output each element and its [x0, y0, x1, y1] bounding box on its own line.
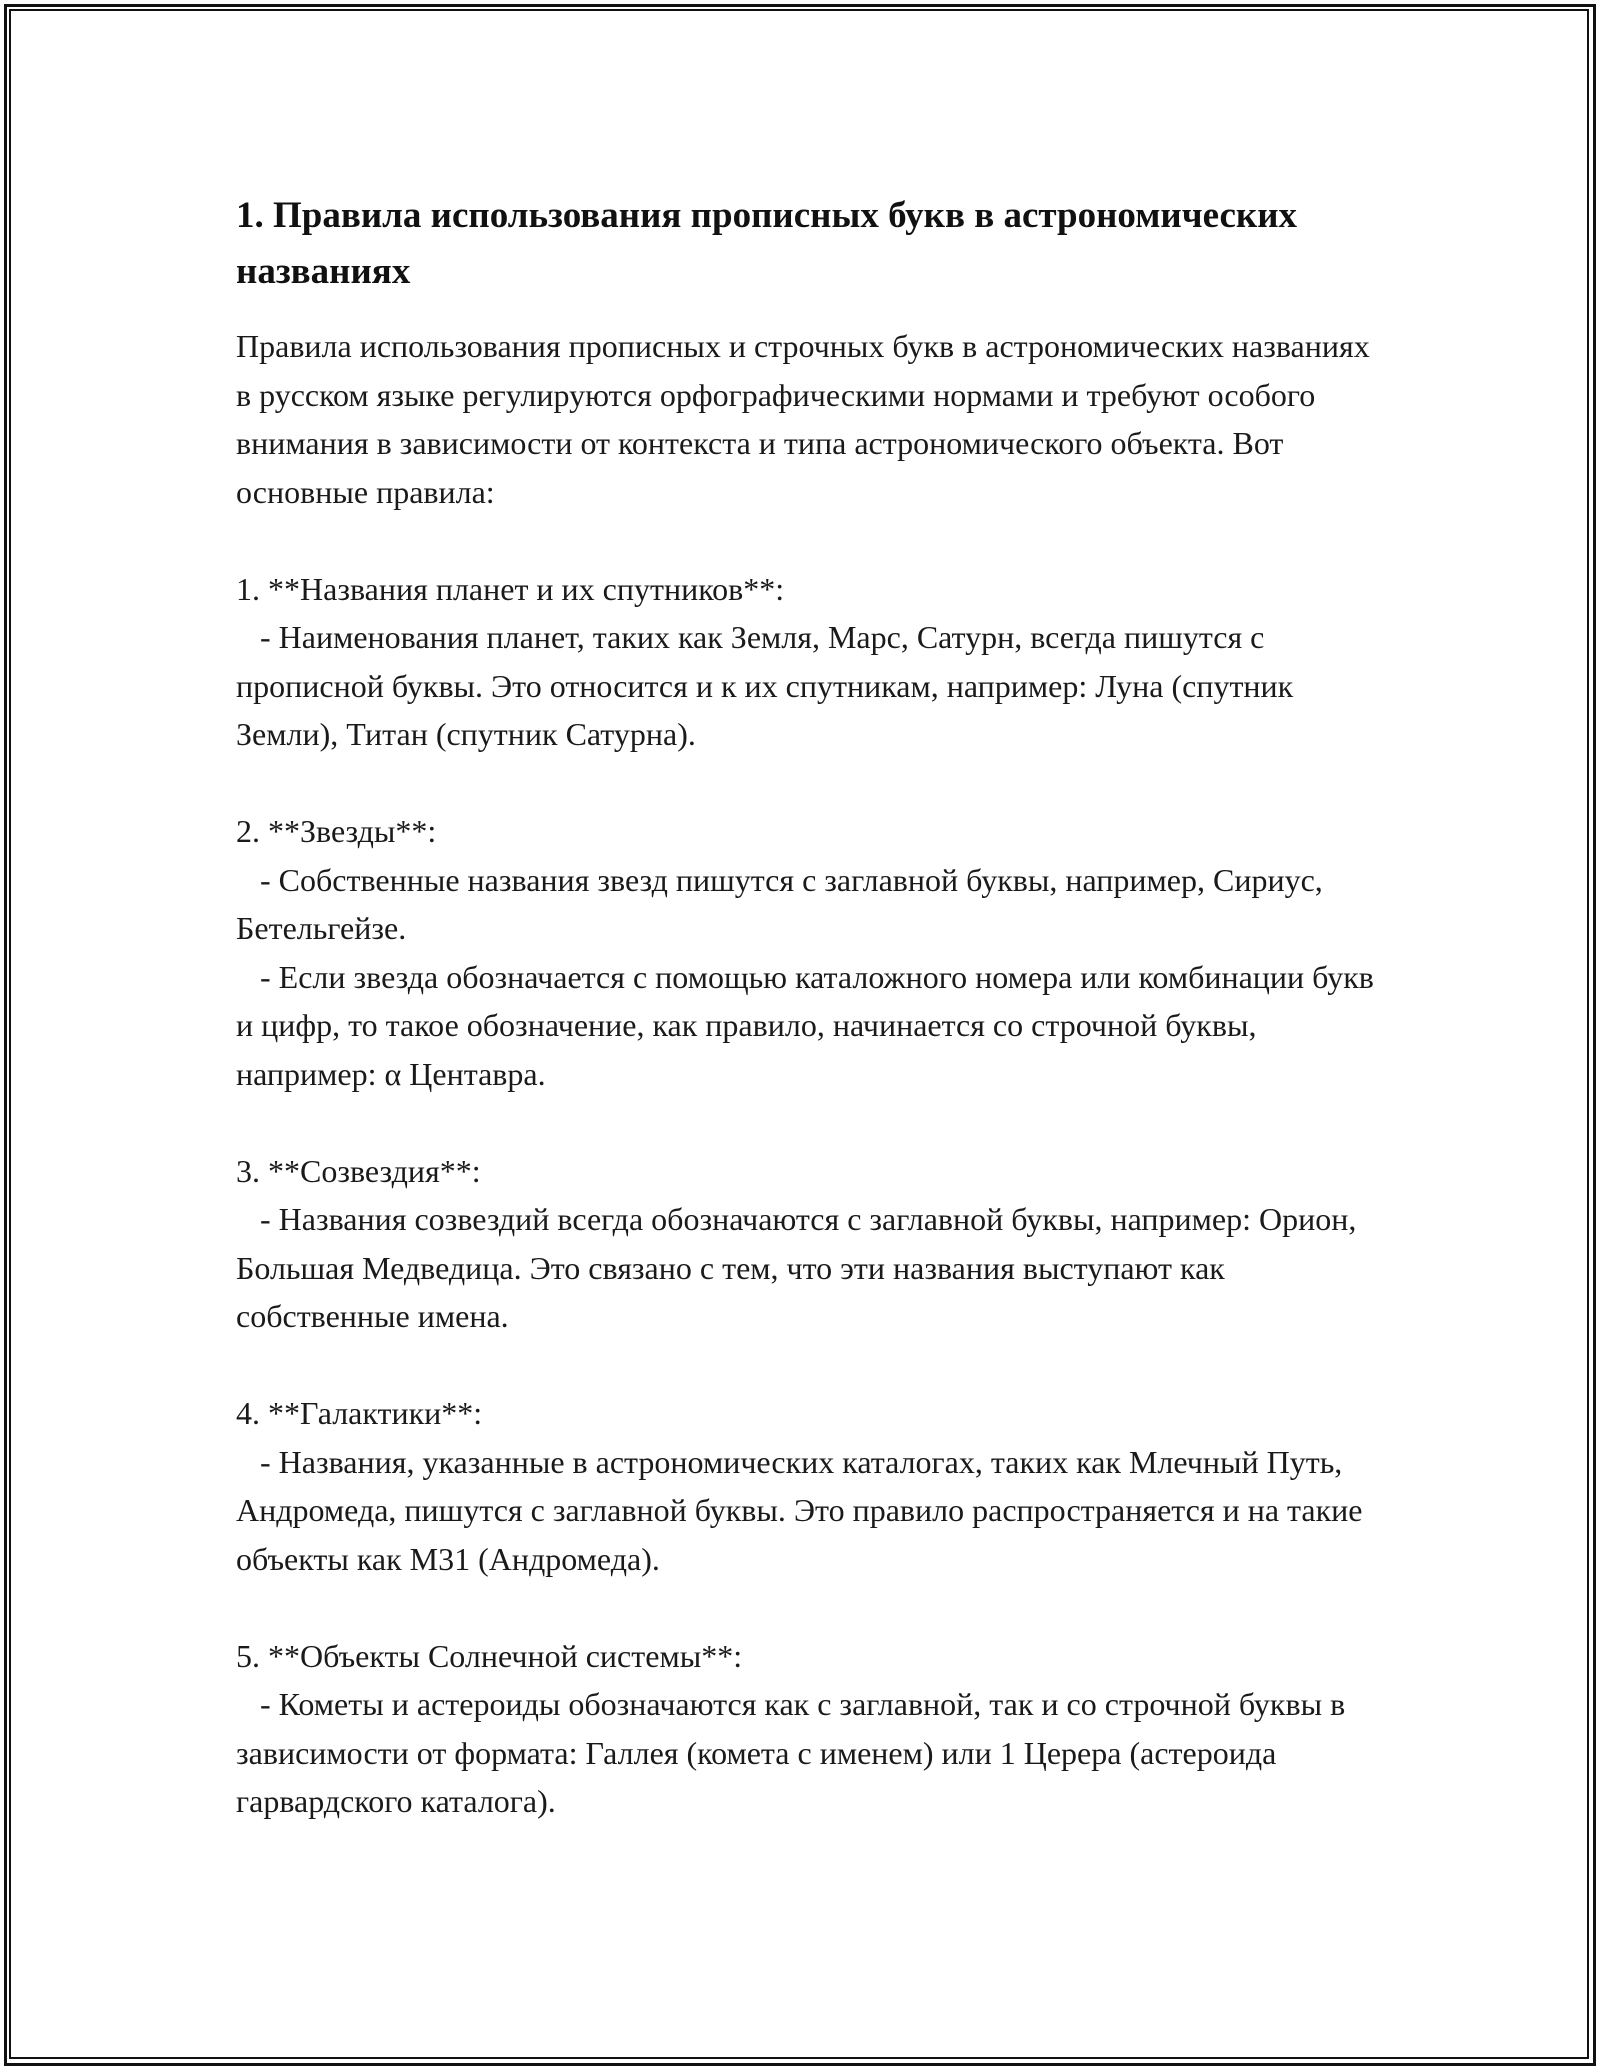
document-body — [236, 188, 1386, 1826]
section-heading: 2. **Звезды**: — [236, 813, 437, 849]
section-planets — [236, 565, 1386, 759]
section-heading: 3. **Созвездия**: — [236, 1152, 481, 1189]
section-heading: 1. **Названия планет и их спутников**: — [236, 570, 785, 607]
document-title: 1. Правила использования прописных букв в астрономических названиях — [236, 195, 1298, 292]
section-bullet: - Если звезда обозначается с помощью каталожного номера или комбинации букв и цифр, то такое обозначение, как правило, начинается со строчной буквы, например: α Центавра. — [236, 958, 1382, 1092]
section-bullet: - Названия созвездий всегда обозначаются с заглавной буквы, например: Орион, Большая Медведица. Это связано с тем, что эти названия выступают как собственные имена. — [236, 1201, 1365, 1334]
section-bullet: - Названия, указанные в астрономических каталогах, таких как Млечный Путь, Андромеда, пишутся с заглавной буквы. Это правило распространяется и на такие объекты как M31 (Андромеда). — [236, 1443, 1371, 1577]
section-solar-system — [236, 1632, 1386, 1826]
section-constellations — [236, 1147, 1386, 1341]
section-heading: 4. **Галактики**: — [236, 1395, 483, 1431]
section-stars — [236, 807, 1386, 1098]
section-galaxies — [236, 1389, 1386, 1583]
section-bullet: - Собственные названия звезд пишутся с заглавной буквы, например, Сириус, Бетельгейзе. — [236, 861, 1331, 946]
intro-paragraph: Правила использования прописных и строчных букв в астрономических названиях в русском языке регулируются орфографическими нормами и требуют особого внимания в зависимости от контекста и типа астрономического объекта. Вот основные правила: — [236, 328, 1370, 510]
section-bullet: - Наименования планет, таких как Земля, Марс, Сатурн, всегда пишутся с прописной буквы. Это относится и к их спутникам, например: Луна (спутник Земли), Титан (спутник Сатурна). — [236, 619, 1302, 752]
section-bullet: - Кометы и астероиды обозначаются как с заглавной, так и со строчной буквы в зависимости от формата: Галлея (комета с именем) или 1 Церера (астероида гарвардского каталога). — [236, 1686, 1354, 1819]
section-heading: 5. **Объекты Солнечной системы**: — [236, 1637, 743, 1674]
